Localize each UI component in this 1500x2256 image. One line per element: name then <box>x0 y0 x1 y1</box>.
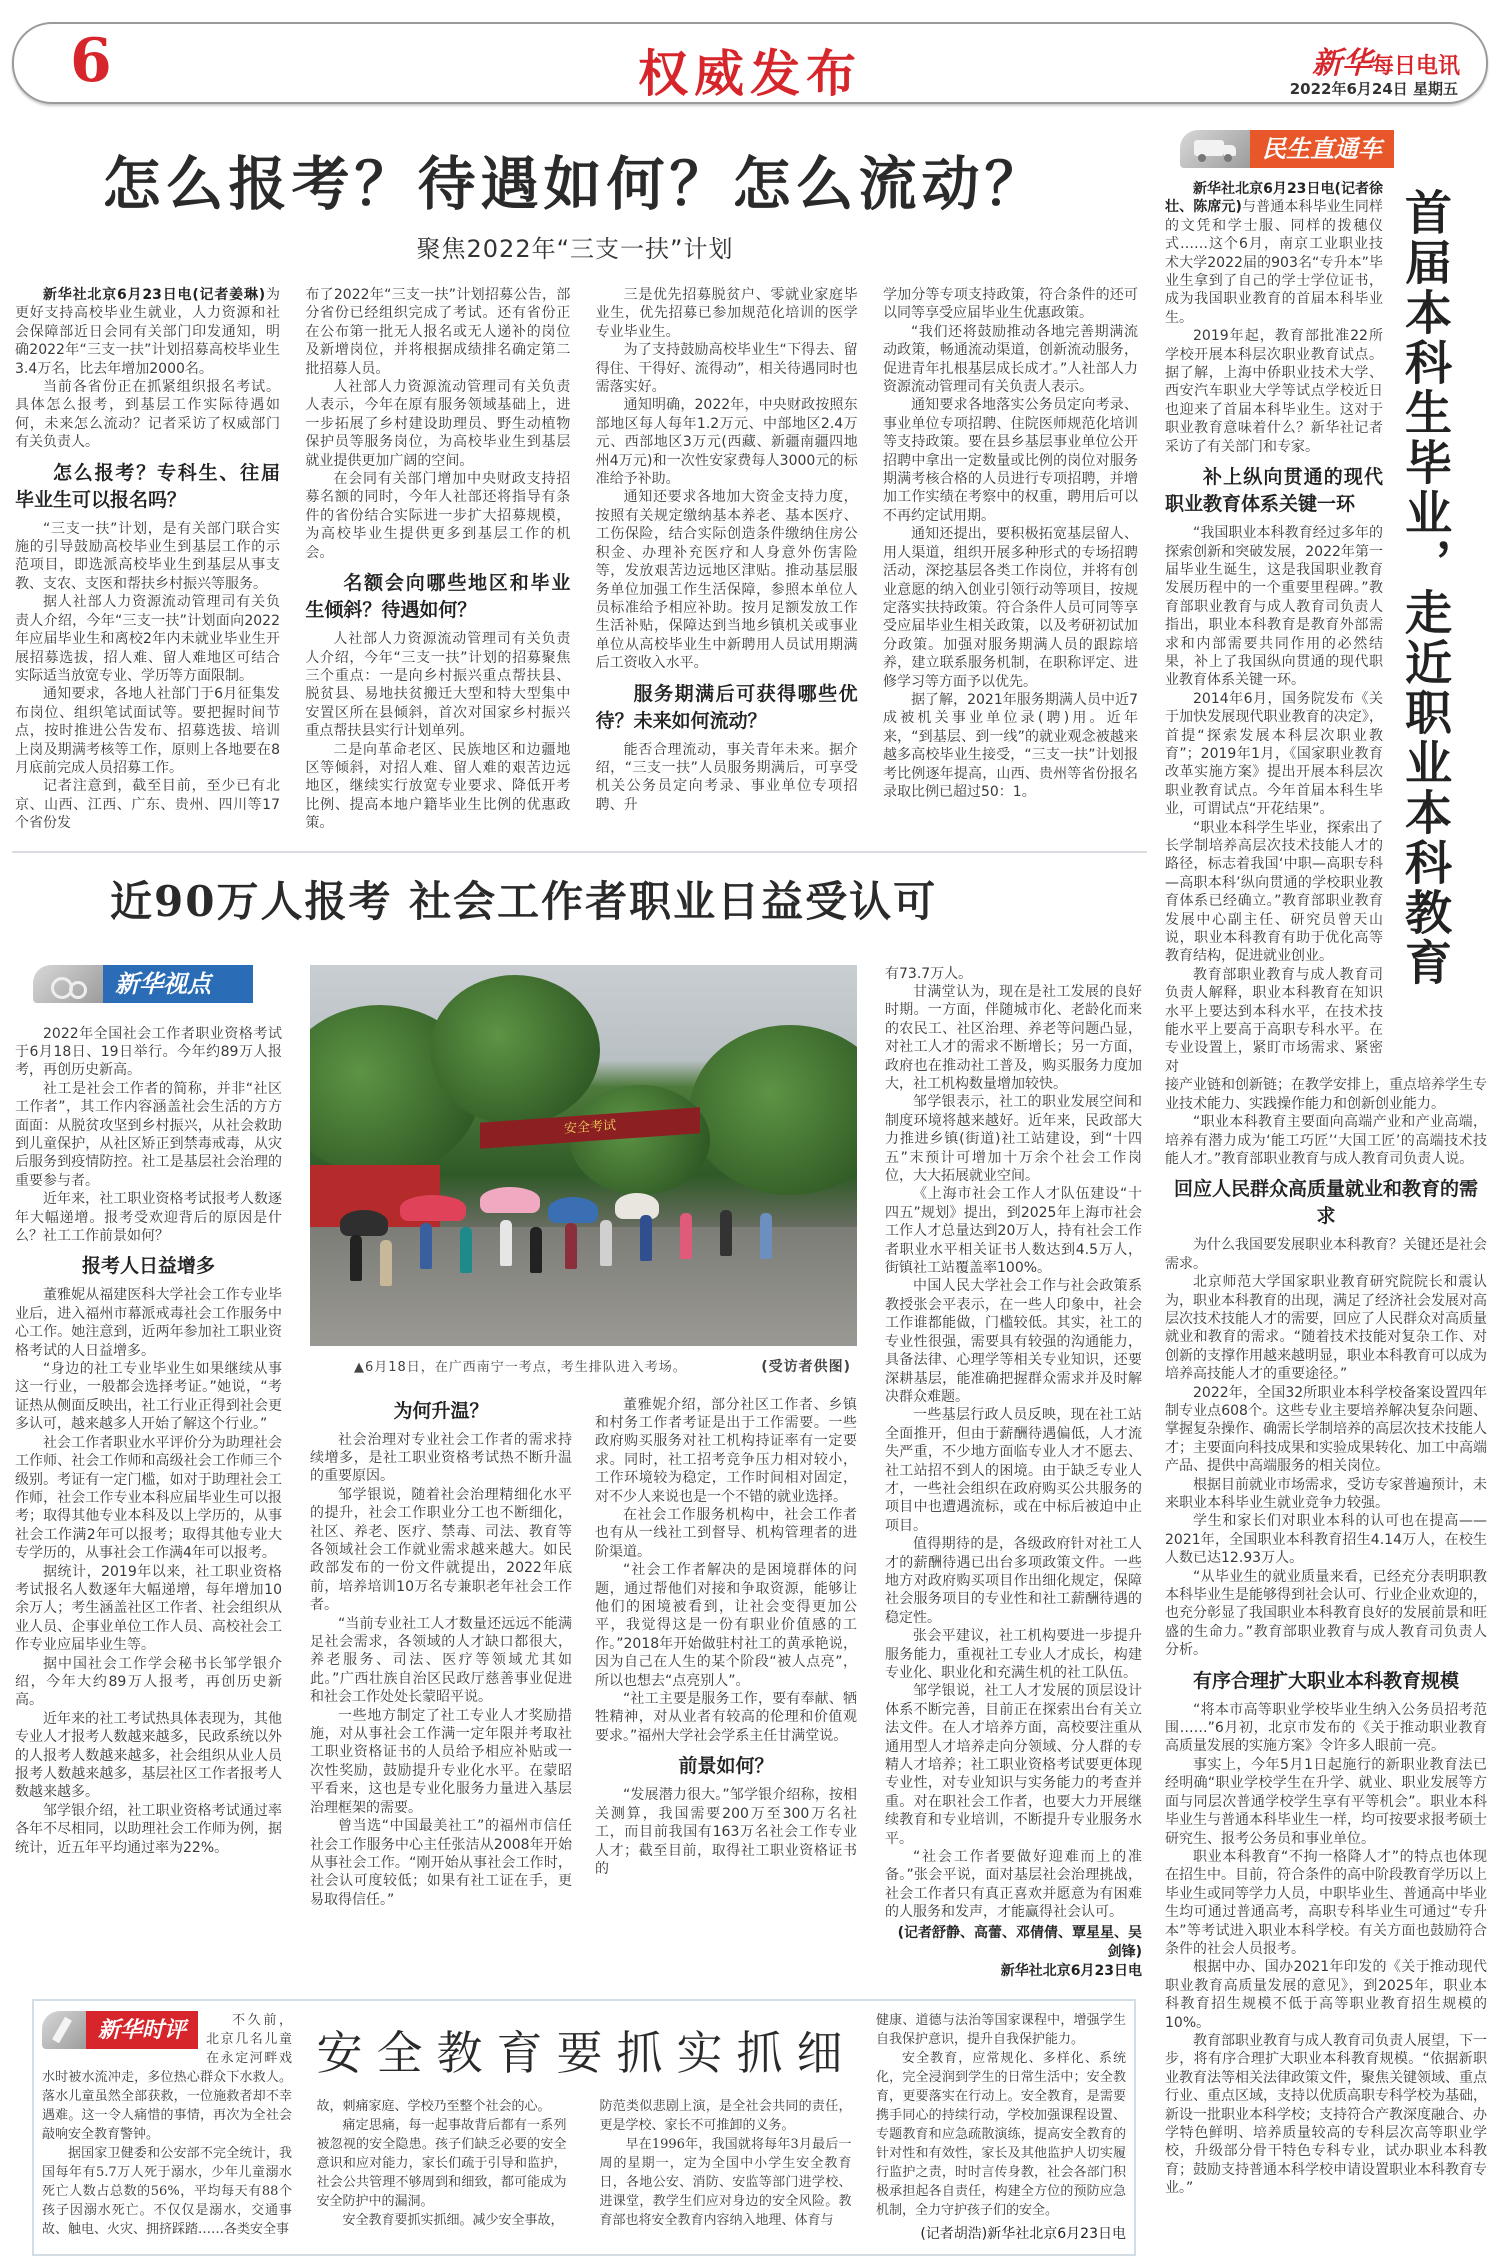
sidebar-top <box>1165 180 1488 1076</box>
section-heading: 前景如何？ <box>678 1755 774 1778</box>
paragraph-continued: 有73.7万人。 <box>885 965 973 982</box>
photo-caption: ▲6月18日，在广西南宁一考点，考生排队进入考场。 <box>354 1359 687 1375</box>
commentary-box <box>32 1999 1136 2256</box>
top-headline: 怎么报考？待遇如何？怎么流动？ <box>102 150 1048 218</box>
logo-subtext: 每日电讯 <box>1371 53 1460 79</box>
paragraph: 曾当选“中国最美社工”的福州市信任社会工作服务中心主任张洁从2008年开始从事社会工作。“刚开始从事社会工作时，社会认可度较低；如果有社工证在手，更易取得信任。” <box>310 1818 572 1908</box>
paragraph: 通知还要求各地加大资金支持力度，按照有关规定缴纳基本养老、基本医疗、工伤保险，结合实际创造条件缴纳住房公积金、办理补充医疗和人身意外伤害险等，发放艰苦边远地区津贴。推动基层服务单位加强工作生活保障，参照本单位人员标准给予相应补助。按月足额发放工作生活补贴，保障达到当地乡镇机关或事业单位从高校毕业生中新聘用人员试用期满后工资收入水平。 <box>595 489 858 672</box>
paragraph: 教育部职业教育与成人教育司负责人解释，职业本科教育在知识水平上要达到本科水平，在技术技能水平上要高于高职专科水平。在专业设置上，紧盯市场需求、紧密对 <box>1165 966 1383 1075</box>
paragraph: 2022年全国社会工作者职业资格考试于6月18日、19日举行。今年约89万人报考，再创历史新高。 <box>15 1025 282 1079</box>
paragraph: 痛定思痛，每一起事故背后都有一系列被忽视的安全隐患。孩子们缺乏必要的安全意识和应对能力，家长们疏于引导和监护，社会公共管理不够周到和细致，都可能成为安全防护中的漏洞。 <box>316 2117 567 2209</box>
sidebar-narrow-column <box>1165 180 1383 1076</box>
middle-label <box>33 965 282 1003</box>
paragraph: 社会工作者职业水平评价分为助理社会工作师、社会工作师和高级社会工作师三个级别。考证有一定门槛，如对于助理社会工作师，社会工作专业本科应届毕业生可以报考；取得其他专业本科及以上学历的，从事社会工作满2年可以报考；取得其他专业大专学历的，从事社会工作满4年可以报考。 <box>15 1434 282 1562</box>
lead-paragraph <box>1165 180 1383 327</box>
paragraph: 董雅妮介绍，部分社区工作者、乡镇和村务工作者考证是出于工作需要。一些政府购买服务对社工机构持证率有一定要求。同时，社工招考竞争压力相对较小，工作环境较为稳定，工作时间相对固定，对不少人来说也是一个不错的就业选择。 <box>595 1396 857 1505</box>
paragraph: 邹学银说，社工人才发展的顶层设计体系不断完善，目前正在探索出台有关立法文件。在人才培养方面，高校要注重从通用型人才培养走向分领域、分人群的专精人才培养；社工职业资格考试要更体现专业性，对专业知识与实务能力的考查并重。对在职社会工作者，也要大力开展继续教育和专业培训，不断提升专业服务水平。 <box>885 1683 1142 1847</box>
commentary-byline: (记者胡浩)新华社北京6月23日电 <box>920 2225 1126 2242</box>
paragraph: 通知要求，各地人社部门于6月征集发布岗位、组织笔试面试等。要把握时间节点，按时推进公告发布、招募选拔、培训上岗及期满考核等工作，原则上各地要在8月底前完成人员招募工作。 <box>15 686 280 776</box>
paragraph: 一些地方制定了社工专业人才奖励措施，对从事社会工作满一定年限并考取社工职业资格证书的人员给予相应补贴或一次性奖励，鼓励提升专业化水平。在蒙昭平看来，这也是专业化服务力量进入基层治理框架的需要。 <box>310 1707 572 1816</box>
section-heading: 为何升温？ <box>393 1399 489 1422</box>
paragraph: “职业本科学生毕业，探索出了长学制培养高层次技术技能人才的路径，标志着我国‘中职—高职专科—高职本科’纵向贯通的学校职业教育体系已经确立。”教育部职业教育发展中心副主任、研究员曾天山说，职业本科教育有助于优化高等教育结构，促进就业创业。 <box>1165 819 1383 965</box>
dateline-lead: 新华社北京6月23日电(记者徐壮、陈席元) <box>1165 181 1383 216</box>
middle-label-text: 新华视点 <box>103 965 253 1003</box>
paragraph-continued: 布了2022年“三支一扶”计划招募公告，部分省份已经组织完成了考试。还有省份正在公布第一批无人报名或无人递补的岗位及新增岗位，并将根据成绩排名确定第二批招募人员。 <box>305 287 571 377</box>
sidebar-vertical-title: 首届本科生毕业，走近职业本科教育 <box>1397 188 1452 988</box>
top-article-column-2 <box>305 286 570 833</box>
paragraph: 不久前，北京几名儿童在永定河畔戏水时被水流冲走，多位热心群众下水救人。落水儿童虽然全部获救，一位施救者却不幸遇难。这一令人痛惜的事情，再次为全社会敲响安全教育警钟。 <box>42 2012 292 2142</box>
middle-article-left <box>15 965 282 1857</box>
paragraph: 通知明确，2022年，中央财政按照东部地区每人每年1.2万元、中部地区2.4万元、西部地区3万元(西藏、新疆南疆四地州4万元)和一次性安家费每人3000元的标准给予补助。 <box>595 397 858 488</box>
paragraph: “将本市高等职业学校毕业生纳入公务员招考范围……”6月初，北京市发布的《关于推动职业教育高质量发展的实施方案》令许多人眼前一亮。 <box>1165 1701 1487 1755</box>
top-article-columns <box>15 286 1138 833</box>
paragraph: 据中国社会工作学会秘书长邹学银介绍，今年大约89万人报考，再创历史新高。 <box>15 1655 282 1709</box>
paragraph-text: 与普通本科毕业生同样的文凭和学士服、同样的拨穗仪式……这个6月，南京工业职业技术大学2022届的903名“专升本”毕业生拿到了自己的学士学位证书，成为我国职业教育的首届本科毕业生。 <box>1165 199 1383 326</box>
paragraph: 北京师范大学国家职业教育研究院院长和震认为，职业本科教育的出现，满足了经济社会发展对高层次技术技能人才的需要，回应了人民群众对高质量就业和教育的需求。“随着技术技能对复杂工作、对创新的支撑作用越来越明显，职业本科教育可以成为培养高技能人才的重要途径。” <box>1165 1274 1487 1383</box>
paragraph: 董雅妮从福建医科大学社会工作专业毕业后，进入福州市幕派戒毒社会工作服务中心工作。她注意到，近两年参加社工职业资格考试的人日益增多。 <box>15 1287 282 1359</box>
top-article-column-3 <box>596 286 858 814</box>
paragraph: “从毕业生的就业质量来看，已经充分表明职教本科毕业生是能够得到社会认可、行业企业欢迎的，也充分彰显了我国职业本科教育良好的发展前景和旺盛的生命力。”教育部职业教育与成人教育司负责人分析。 <box>1165 1568 1487 1659</box>
paragraph: 邹学银说，随着社会治理精细化水平的提升，社会工作职业分工也不断细化，社区、养老、医疗、禁毒、司法、教育等各领域社会工作就业需求越来越大。如民政部发布的一份文件就提出，2022年底前，培养培训10万名专兼职老年社会工作者。 <box>310 1486 572 1614</box>
paragraph: 据了解，2021年服务期满人员中近7成被机关事业单位录(聘)用。近年来，“到基层、到一线”的就业观念被越来越多高校毕业生接受，“三支一扶”计划报考比例逐年提高，山西、贵州等省份报名录取比例已超过50：1。 <box>882 691 1138 800</box>
paragraph: 邹学银介绍，社工职业资格考试通过率各年不尽相同，以助理社会工作师为例，据统计，近五年平均通过率为22%。 <box>15 1802 282 1856</box>
paragraph: 安全教育，应常规化、多样化、系统化，完全浸润到学生的日常生活中；安全教育，更要落实在行动上。安全教育，是需要携手同心的持续行动，学校加强课程设置、专题教育和应急疏散演练，提高安全教育的针对性和有效性，家长及其他监护人切实履行监护之责，时时言传身教，社会各部门积极承担起各自责任，构建全方位的预防应急机制，全力守护孩子们的安全。 <box>876 2050 1126 2218</box>
paragraph: 2014年6月，国务院发布《关于加快发展现代职业教育的决定》，首提“探索发展本科层次职业教育”；2019年1月，《国家职业教育改革实施方案》提出开展本科层次职业教育试点。今年首届本科生毕业，可谓试点“开花结果”。 <box>1165 690 1383 818</box>
paragraph: “我们还将鼓励推动各地完善期满流动政策，畅通流动渠道，创新流动服务，促进青年扎根基层成长成才。”人社部人力资源流动管理司有关负责人表示。 <box>882 323 1138 396</box>
commentary-right <box>876 2011 1126 2244</box>
paragraph: 在社会工作服务机构中，社会工作者也有从一线社工到督导、机构管理者的进阶渠道。 <box>595 1507 857 1560</box>
paragraph: 教育部职业教育与成人教育司负责人展望，下一步，将有序合理扩大职业本科教育规模。“依据新职业教育法等相关法律政策文件，聚焦关键领域、重点行业、重点区域，支持以优质高职专科学校为基础，新设一批职业本科学校；支持符合产教深度融合、办学特色鲜明、培养质量较高的专科层次高等职业学校，升级部分骨干特色专科专业，试办职业本科教育；鼓励支持普通本科学校申请设置职业本科教育专业。” <box>1165 2032 1487 2197</box>
logo-text: 新华 <box>1311 46 1372 81</box>
paragraph: 通知还提出，要积极拓宽基层留人、用人渠道，组织开展多种形式的专场招聘活动，深挖基层各类工作岗位，并将有创业意愿的纳入创业引领行动等项目，按规定落实扶持政策。符合条件人员可同等享受应届毕业生相关政策，以及考研初试加分政策。加强对服务期满人员的跟踪培养，建立联系服务机制，在职称评定、进修学习等方面予以优先。 <box>882 526 1138 690</box>
paragraph: 社工是社会工作者的简称，并非“社区工作者”，其工作内容涵盖社会生活的方方面面：从脱贫攻坚到乡村振兴，从社会救助到儿童保护，从社区矫正到禁毒戒毒，从灾后服务到疫情防控。社工是基层社会治理的重要参与者。 <box>15 1080 282 1189</box>
paragraph: 《上海市社会工作人才队伍建设“十四五”规划》提出，到2025年上海市社会工作人才总量达到20万人，持有社会工作者职业水平相关证书人数达到4.5万人，街镇社工站覆盖率100%。 <box>885 1186 1142 1277</box>
section-heading: 回应人民群众高质量就业和教育的需求 <box>1173 1178 1478 1228</box>
paragraph: “我国职业本科教育经过多年的探索创新和突破发展，2022年第一届毕业生诞生，这是我国职业教育发展历程中的一个重要里程碑。”教育部职业教育与成人教育司负责人指出，职业本科教育是教育外部需求和内部需要共同作用的必然结果，补上了我国纵向贯通的现代职业教育体系关键一环。 <box>1165 525 1383 689</box>
paragraph-continued: 学加分等专项支持政策，符合条件的还可以同等享受应届毕业生优惠政策。 <box>882 287 1138 322</box>
paragraph: 社会治理对专业社会工作者的需求持续增多，是社工职业资格考试热不断升温的重要原因。 <box>310 1431 572 1485</box>
sidebar-wide-column <box>1165 1076 1487 2197</box>
paragraph: 记者注意到，截至目前，至少已有北京、山西、江西、广东、贵州、四川等17个省份发 <box>15 778 280 832</box>
paragraph: 安全教育要抓实抓细。减少安全事故， <box>342 2212 564 2228</box>
middle-article-right <box>885 965 1142 1981</box>
paragraph: “社会工作者解决的是困境群体的问题，通过帮他们对接和争取资源，能够让他们的困境被看到，让社会变得更加公平，我觉得这是一份有职业价值感的工作。”2018年开始做驻村社工的黄承艳说，因为自己在人生的某个阶段“被人点亮”，所以也想去“点亮别人”。 <box>595 1562 857 1689</box>
paragraph: 张会平建议，社工机构要进一步提升服务能力，重视社工专业人才成长，构建专业化、职业化和充满生机的社工队伍。 <box>885 1628 1142 1681</box>
top-article-column-4 <box>883 286 1138 801</box>
page-number: 6 <box>70 26 112 96</box>
section-heading: 名额会向哪些地区和毕业生倾斜？待遇如何？ <box>305 572 571 622</box>
paragraph: “发展潜力很大。”邹学银介绍称，按相关测算，我国需要200万至300万名社工，而目前我国有163万名社会工作专业人才；截至目前，取得社工职业资格证书的 <box>595 1787 857 1877</box>
paragraph: 近年来的社工考试热具体表现为，其他专业人才报考人数越来越多，民政系统以外的人报考人数越来越多，社会组织从业人员报考人数越来越多，基层社区工作者报考人数越来越多。 <box>15 1710 282 1801</box>
camera-icon <box>33 965 103 1003</box>
paragraph: 当前各省份正在抓紧组织报名考试。具体怎么报考，到基层工作实际待遇如何，未来怎么流动？记者采访了权威部门有关负责人。 <box>15 379 280 451</box>
paragraph-continued: 接产业链和创新链；在教学安排上，重点培养学生专业技术能力、实践操作能力和创新创业能力。 <box>1165 1077 1487 1112</box>
paragraph: “社工主要是服务工作，要有奉献、牺牲精神，对从业者有较高的伦理和价值观要求。”福州大学社会学系主任甘满堂说。 <box>595 1691 857 1744</box>
middle-article-column-1 <box>15 1025 282 1857</box>
paragraph: 根据中办、国办2021年印发的《关于推动现代职业教育高质量发展的意见》，到2025年，职业本科教育招生规模不低于高等职业教育招生规模的10%。 <box>1165 1959 1487 2031</box>
sidebar-label <box>1180 130 1488 168</box>
paragraph: 二是向革命老区、民族地区和边疆地区等倾斜，对招人难、留人难的艰苦边远地区，继续实行放宽专业要求、降低开考比例、提高本地户籍毕业生比例的优惠政策。 <box>305 741 571 832</box>
commentary-label <box>42 2011 198 2049</box>
middle-center-columns <box>310 1390 857 1910</box>
paragraph: 学生和家长们对职业本科的认可也在提高——2021年，全国职业本科教育招生4.14万人，在校生人数已达12.93万人。 <box>1165 1513 1487 1567</box>
middle-article-column-3 <box>595 1390 857 1879</box>
paragraph: 为什么我国要发展职业本科教育？关键还是社会需求。 <box>1165 1237 1487 1272</box>
section-heading: 补上纵向贯通的现代职业教育体系关键一环 <box>1165 466 1383 516</box>
paragraph: 中国人民大学社会工作与社会政策系教授张会平表示，在一些人印象中，社会工作谁都能做，门槛较低。其实，社工的专业性很强，需要具有较强的沟通能力，具备法律、心理学等相关专业知识，还要深耕基层，能准确把握群众需求并及时解决群众难题。 <box>885 1278 1142 1405</box>
section-heading: 报考人日益增多 <box>81 1255 215 1278</box>
paragraph: 邹学银表示，社工的职业发展空间和制度环境将越来越好。近年来，民政部大力推进乡镇(街道)社工站建设，到“十四五”末预计可增加十万余个社会工作岗位，大大拓展就业空间。 <box>885 1094 1142 1185</box>
paragraph: 三是优先招募脱贫户、零就业家庭毕业生，优先招募已参加规范化培训的医学专业毕业生。 <box>595 287 858 340</box>
paragraph-continued: 健康、道德与法治等国家课程中，增强学生自我保护意识，提升自我保护能力。 <box>876 2012 1126 2047</box>
middle-dateline: 新华社北京6月23日电 <box>1000 1962 1142 1979</box>
section-title: 权威发布 <box>638 44 862 103</box>
top-article <box>12 150 1150 833</box>
paragraph: 在会同有关部门增加中央财政支持招募名额的同时，今年人社部还将指导有条件的省份结合实际进一步扩大招募规模，为高校毕业生提供更多到基层工作的机会。 <box>305 471 571 561</box>
middle-headline: 近90万人报考 社会工作者职业日益受认可 <box>110 876 938 926</box>
paragraph: 2019年起，教育部批准22所学校开展本科层次职业教育试点。据了解，上海中侨职业技术大学、西安汽车职业大学等试点学校近日也迎来了首届本科毕业生。这对于职业教育意味着什么？新华社记者采访了有关部门和专家。 <box>1165 328 1383 455</box>
top-subheadline: 聚焦2022年“三支一扶”计划 <box>416 235 734 263</box>
commentary-label-text: 新华时评 <box>86 2011 198 2049</box>
paragraph: 通知要求各地落实公务员定向考录、事业单位专项招聘、住院医师规范化培训等支持政策。要在县乡基层事业单位公开招聘中拿出一定数量或比例的岗位对服务期满考核合格的人员进行专项招聘，并增加工作实绩在考察中的权重，聘用后可以不再约定试用期。 <box>882 397 1138 524</box>
paragraph: 人社部人力资源流动管理司有关负责人表示，今年在原有服务领域基础上，进一步拓展了乡村建设助理员、野生动植物保护员等服务岗位，为高校毕业生到基层就业提供更加广阔的空间。 <box>305 379 571 469</box>
commentary-center <box>316 2011 857 2230</box>
paragraph: 甘满堂认为，现在是社工发展的良好时期。一方面，伴随城市化、老龄化而来的农民工、社区治理、养老等问题凸显，对社工人才的需求不断增长；另一方面，政府也在推动社工普及，购买服务力度加大，社工机构数量增加较快。 <box>885 983 1142 1092</box>
exam-queue-photo <box>310 965 857 1346</box>
middle-byline-block <box>885 1924 1142 1981</box>
paragraph: 事实上，今年5月1日起施行的新职业教育法已经明确“职业学校学生在升学、就业、职业发展等方面与同层次普通学校学生享有平等机会”。职业本科毕业生与普通本科毕业生一样，均可按要求报考硕士研究生、报考公务员和事业单位。 <box>1165 1756 1487 1847</box>
newspaper-logo <box>1312 38 1460 82</box>
commentary-column-4 <box>876 2011 1126 2220</box>
paragraph-text: 为更好支持高校毕业生就业，人力资源和社会保障部近日会同有关部门印发通知，明确2022年“三支一扶”计划招募高校毕业生3.4万名，比去年增加2000名。 <box>15 287 280 377</box>
main-area <box>12 150 1150 2256</box>
paragraph: 一些基层行政人员反映，现在社工站全面推开，但由于薪酬待遇偏低，人才流失严重，不少地方面临专业人才不愿去、社工站招不到人的困境。由于缺乏专业人才，一些社会组织在政府购买公共服务的项目中也遭遇流标，或在中标后被迫中止项目。 <box>885 1407 1142 1534</box>
paragraph: 职业本科教育“不拘一格降人才”的特点也体现在招生中。目前，符合条件的高中阶段教育学历以上毕业生或同等学力人员，中职毕业生、普通高中毕业生均可通过普通高考，高职专科毕业生可通过“专升本”等考试进入职业本科学校。有关方面也鼓励符合条件的社会人员报考。 <box>1165 1848 1487 1957</box>
middle-byline: (记者舒静、高蕾、邓倩倩、覃星星、吴剑锋) <box>897 1924 1142 1960</box>
paragraph-continued: 防范类似悲剧上演，是全社会共同的责任，更是学校、家长不可推卸的义务。 <box>599 2098 852 2133</box>
paragraph: 能否合理流动，事关青年未来。据介绍，“三支一扶”人员服务期满后，可享受机关公务员定向考录、事业单位专项招聘、升 <box>595 741 858 813</box>
section-heading: 有序合理扩大职业本科教育规模 <box>1192 1669 1459 1692</box>
paragraph: “身边的社工专业毕业生如果继续从事这一行业，一般都会选择考证。”她说，“考证热从侧面反映出，社工行业正得到社会更多认可，越来越多人开始了解这个行业。” <box>15 1361 282 1433</box>
paragraph: “社会工作者要做好迎难而上的准备。”张会平说，面对基层社会治理挑战，社会工作者只有真正喜欢并愿意为有困难的人服务和发声，才能赢得社会认可。 <box>885 1849 1142 1921</box>
middle-article-column-4 <box>885 965 1142 1922</box>
paragraph: 根据目前就业市场需求，受访专家普遍预计，未来职业本科毕业生就业竞争力较强。 <box>1165 1476 1487 1511</box>
commentary-column-2 <box>317 2097 567 2230</box>
middle-article-body <box>15 965 1142 1981</box>
paragraph: 值得期待的是，各级政府针对社工人才的薪酬待遇已出台多项政策文件。一些地方对政府购买项目作出细化规定，保障社会服务项目的专业性和社工薪酬待遇的稳定性。 <box>885 1536 1142 1626</box>
commentary-headline: 安全教育要抓实抓细 <box>316 2025 857 2080</box>
paragraph: 早在1996年，我国就将每年3月最后一周的星期一，定为全国中小学生安全教育日，各地公安、消防、安监等部门进学校、进课堂，教学生们应对身边的安全风险。教育部也将安全教育内容纳入地理、体育与 <box>599 2136 852 2228</box>
sidebar <box>1165 130 1488 2198</box>
paragraph-continued: 故，刺痛家庭、学校乃至整个社会的心。 <box>316 2098 551 2114</box>
truck-icon <box>1180 130 1250 168</box>
middle-article <box>12 877 1150 1981</box>
divider <box>12 851 1147 853</box>
commentary-center-columns <box>317 2097 852 2230</box>
photo-caption-row <box>310 1356 857 1376</box>
commentary-column-3 <box>600 2097 852 2230</box>
commentary-columns <box>42 2011 1126 2244</box>
paragraph: 据国家卫健委和公安部不完全统计，我国每年有5.7万人死于溺水，少年儿童溺水死亡人数占总数的56%，平均每天有88个孩子因溺水死亡。不仅仅是溺水，交通事故、触电、火灾、拥挤踩踏……各类安全事 <box>42 2145 292 2237</box>
middle-article-center <box>310 965 857 1910</box>
photo-banner: 安全考试 <box>480 1107 700 1148</box>
paragraph: “三支一扶”计划，是有关部门联合实施的引导鼓励高校毕业生到基层工作的示范项目，即选派高校毕业生到基层从事支教、支农、支医和帮扶乡村振兴等服务。 <box>15 520 280 592</box>
lead-paragraph <box>15 286 280 378</box>
pen-icon <box>42 2011 86 2049</box>
section-heading: 服务期满后可获得哪些优待？未来如何流动？ <box>595 682 858 732</box>
commentary-column-1 <box>42 2011 292 2239</box>
paragraph: 为了支持鼓励高校毕业生“下得去、留得住、干得好、流得动”，相关待遇同时也需落实好。 <box>595 342 858 396</box>
paragraph: 近年来，社工职业资格考试报考人数逐年大幅递增。报考受欢迎背后的原因是什么？社工工作前景如何？ <box>15 1191 282 1245</box>
photo-credit: (受访者供图) <box>761 1358 851 1375</box>
sidebar-label-text: 民生直通车 <box>1250 130 1394 168</box>
paragraph: “职业本科教育主要面向高端产业和产业高端，培养有潜力成为‘能工巧匠’‘大国工匠’的高端技术技能人才。”教育部职业教育与成人教育司负责人说。 <box>1165 1114 1487 1167</box>
middle-article-column-2 <box>310 1390 572 1910</box>
paragraph: 2022年，全国32所职业本科学校备案设置四年制专业点608个。这些专业主要培养解决复杂问题、掌握复杂操作、确需长学制培养的高层次技术技能人才；主要面向科技成果和实验成果转化、加工中高端产品、提供中高端服务的相关岗位。 <box>1165 1384 1487 1475</box>
dateline-lead: 新华社北京6月23日电(记者姜琳) <box>43 287 266 303</box>
paragraph: “当前专业社工人才数量还远远不能满足社会需求，各领域的人才缺口都很大，养老服务、司法、医疗等领域尤其如此。”广西壮族自治区民政厅慈善事业促进和社会工作处处长蒙昭平说。 <box>310 1615 572 1706</box>
paragraph: 据人社部人力资源流动管理司有关负责人介绍，今年“三支一扶”计划面向2022年应届毕业生和离校2年内未就业毕业生开展招募选拔，招人难、留人难地区可结合实际适当放宽专业、学历等方面限制。 <box>15 594 280 684</box>
top-article-column-1 <box>15 286 280 833</box>
section-heading: 怎么报考？专科生、往届毕业生可以报名吗？ <box>15 461 280 511</box>
publication-date: 2022年6月24日 星期五 <box>1289 80 1458 98</box>
paragraph: 据统计，2019年以来，社工职业资格考试报名人数逐年大幅递增，每年增加10余万人；考生涵盖社区工作者、社会组织从业人员、企事业单位工作人员、高校社会工作专业应届毕业生等。 <box>15 1563 282 1654</box>
paragraph: 人社部人力资源流动管理司有关负责人介绍，今年“三支一扶”计划的招募聚焦三个重点：一是向乡村振兴重点帮扶县、脱贫县、易地扶贫搬迁大型和特大型集中安置区所在县倾斜，首次对国家乡村振兴重点帮扶县实行计划单列。 <box>305 631 571 740</box>
